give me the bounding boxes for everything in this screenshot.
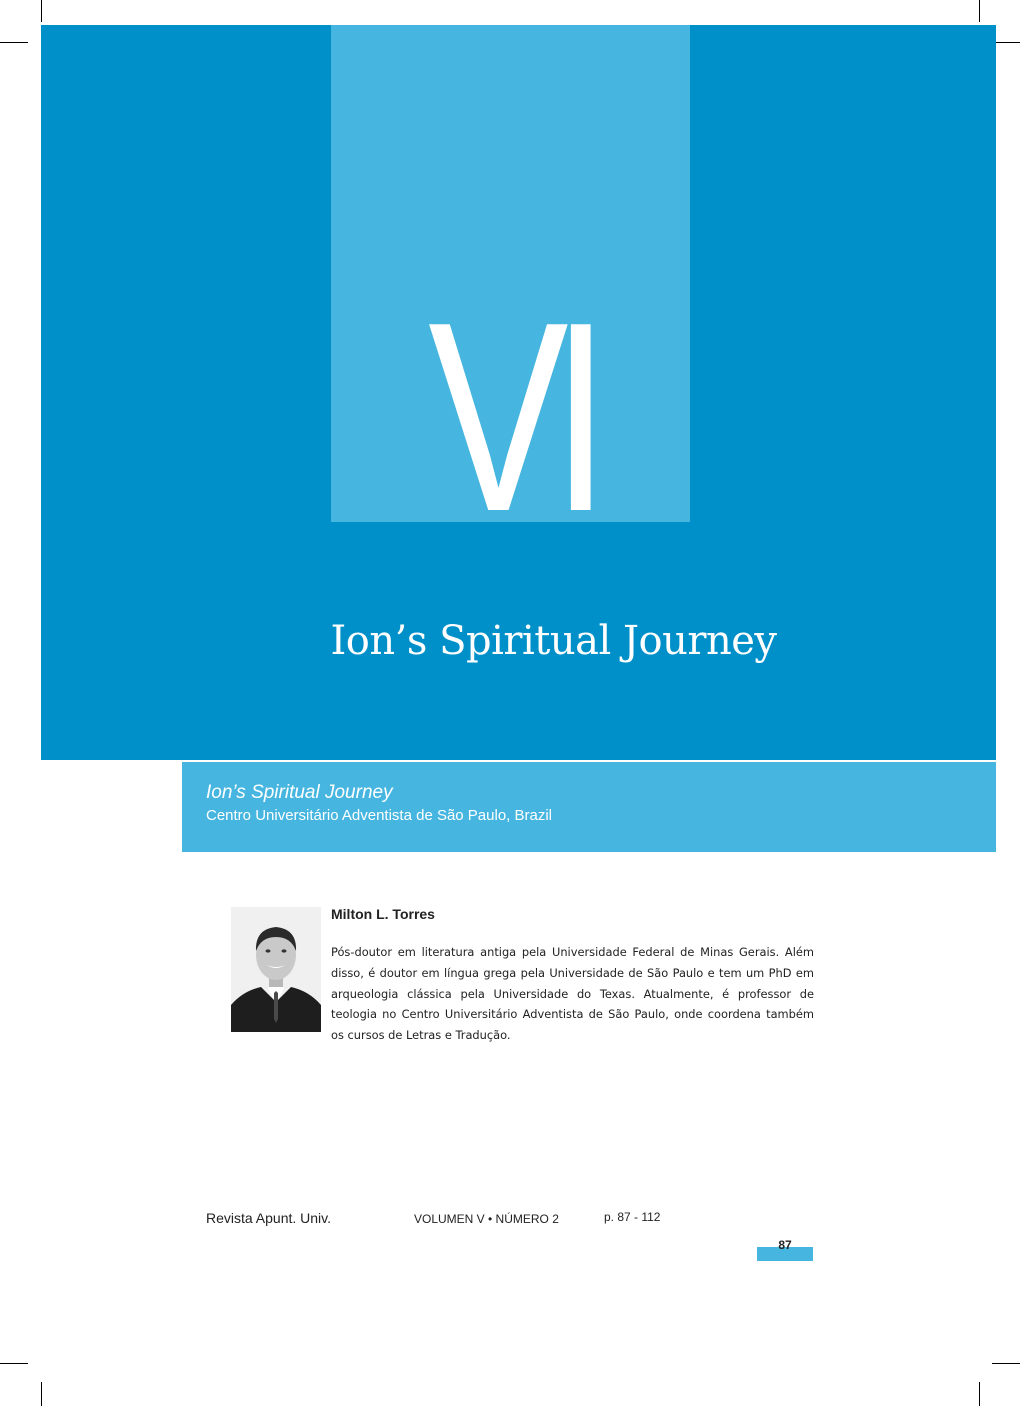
crop-mark [992,42,1020,43]
page-number: 87 [778,1238,792,1252]
chapter-title: Ion’s Spiritual Journey [330,618,777,664]
crop-mark [0,42,28,43]
page-number-tab [757,1235,813,1261]
author-name: Milton L. Torres [331,906,435,922]
author-photo [231,907,321,1032]
crop-mark [41,0,42,22]
affiliation: Centro Universitário Adventista de São Paulo, Brazil [206,807,553,824]
footer-page-range: p. 87 - 112 [604,1210,661,1224]
crop-mark [0,1363,28,1364]
chapter-numeral-box [331,25,690,568]
article-title: Ion’s Spiritual Journey [206,782,393,803]
crop-mark [979,1382,980,1406]
article-info-band [182,762,996,852]
crop-mark [992,1363,1020,1364]
crop-mark [979,0,980,22]
crop-mark [41,1382,42,1406]
footer-journal-name: Revista Apunt. Univ. [206,1210,332,1226]
author-bio: Pós-doutor em literatura antiga pela Universidade Federal de Minas Gerais. Além disso, é doutor em língua grega pela Universidade de São Paulo e tem um PhD em arqueologia clássica pela Universidade do Texas. Atualmente, é professor de teologia no Centro Universitário Adventista de São Paulo, onde coordena também os cursos de Letras e Tradução. [331,945,814,1043]
footer-volume-issue: VOLUMEN V • NÚMERO 2 [414,1212,559,1226]
chapter-numeral: VI [428,267,593,568]
